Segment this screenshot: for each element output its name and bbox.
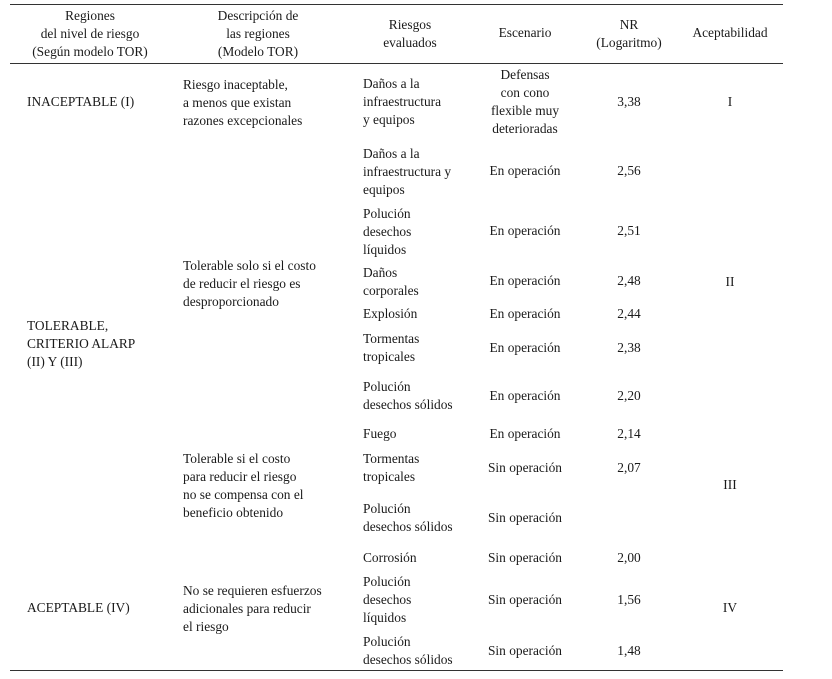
risk-cell: Polución desechos sólidos <box>363 634 453 667</box>
scenario-cell: Sin operación <box>487 460 562 475</box>
region-label: ACEPTABLE (IV) <box>27 600 130 615</box>
nr-cell: 2,56 <box>617 163 641 178</box>
risk-cell: Fuego <box>363 426 397 441</box>
scenario-cell: En operación <box>489 340 561 355</box>
scenario-cell: Sin operación <box>487 510 562 525</box>
scenario-cell: En operación <box>489 426 561 441</box>
scenario-cell: Sin operación <box>487 643 562 658</box>
nr-cell: 2,51 <box>617 223 641 238</box>
header-region: Regiones del nivel de riesgo (Según modelo TOR) <box>32 8 148 59</box>
risk-cell: Polución desechos sólidos <box>363 379 453 412</box>
header-risks: Riesgos evaluados <box>383 17 437 50</box>
header-nr: NR (Logaritmo) <box>596 17 662 50</box>
nr-cell: 2,07 <box>617 460 641 475</box>
region-description: Tolerable si el costo para reducir el riesgo no se compensa con el beneficio obtenido <box>183 451 304 520</box>
risk-cell: Daños a la infraestructura y equipos <box>363 146 452 197</box>
scenario-cell: En operación <box>489 223 561 238</box>
risk-cell: Polución desechos sólidos <box>363 501 453 534</box>
risk-cell: Polución desechos líquidos <box>363 574 412 625</box>
top-rule <box>10 4 783 5</box>
nr-cell: 2,38 <box>617 340 641 355</box>
bottom-rule <box>10 670 783 671</box>
region-description: No se requieren esfuerzos adicionales para reducir el riesgo <box>183 583 322 634</box>
risk-cell: Corrosión <box>363 550 417 565</box>
scenario-cell: Sin operación <box>487 592 562 607</box>
region-description: Riesgo inaceptable, a menos que existan razones excepcionales <box>183 77 303 128</box>
acceptability-value: II <box>725 274 735 289</box>
scenario-cell: En operación <box>489 163 561 178</box>
region-label: INACEPTABLE (I) <box>27 94 135 109</box>
header-acceptability: Aceptabilidad <box>692 25 768 40</box>
nr-cell: 2,44 <box>617 306 641 321</box>
nr-cell: 2,14 <box>617 426 641 441</box>
nr-cell: 1,56 <box>617 592 641 607</box>
risk-cell: Daños a la infraestructura y equipos <box>363 76 442 127</box>
acceptability-value: I <box>727 94 733 109</box>
scenario-cell: En operación <box>489 273 561 288</box>
scenario-cell: Defensas con cono flexible muy deterioradas <box>490 67 560 136</box>
header-description: Descripción de las regiones (Modelo TOR) <box>217 8 299 59</box>
acceptability-value: IV <box>722 600 738 615</box>
risk-cell: Polución desechos líquidos <box>363 206 412 257</box>
risk-cell: Daños corporales <box>363 265 419 298</box>
nr-cell: 2,20 <box>617 388 641 403</box>
risk-cell: Explosión <box>363 306 418 321</box>
risk-cell: Tormentas tropicales <box>363 331 420 364</box>
acceptability-value: III <box>723 477 737 492</box>
nr-cell: 1,48 <box>617 643 641 658</box>
risk-cell: Tormentas tropicales <box>363 451 420 484</box>
nr-cell: 2,00 <box>617 550 641 565</box>
nr-cell: 3,38 <box>617 94 641 109</box>
scenario-cell: En operación <box>489 306 561 321</box>
nr-cell: 2,48 <box>617 273 641 288</box>
scenario-cell: Sin operación <box>487 550 562 565</box>
scenario-cell: En operación <box>489 388 561 403</box>
header-rule <box>10 63 783 64</box>
region-label: TOLERABLE, CRITERIO ALARP (II) Y (III) <box>27 318 136 369</box>
region-description: Tolerable solo si el costo de reducir el riesgo es desproporcionado <box>183 258 316 309</box>
header-scenario: Escenario <box>498 25 552 40</box>
